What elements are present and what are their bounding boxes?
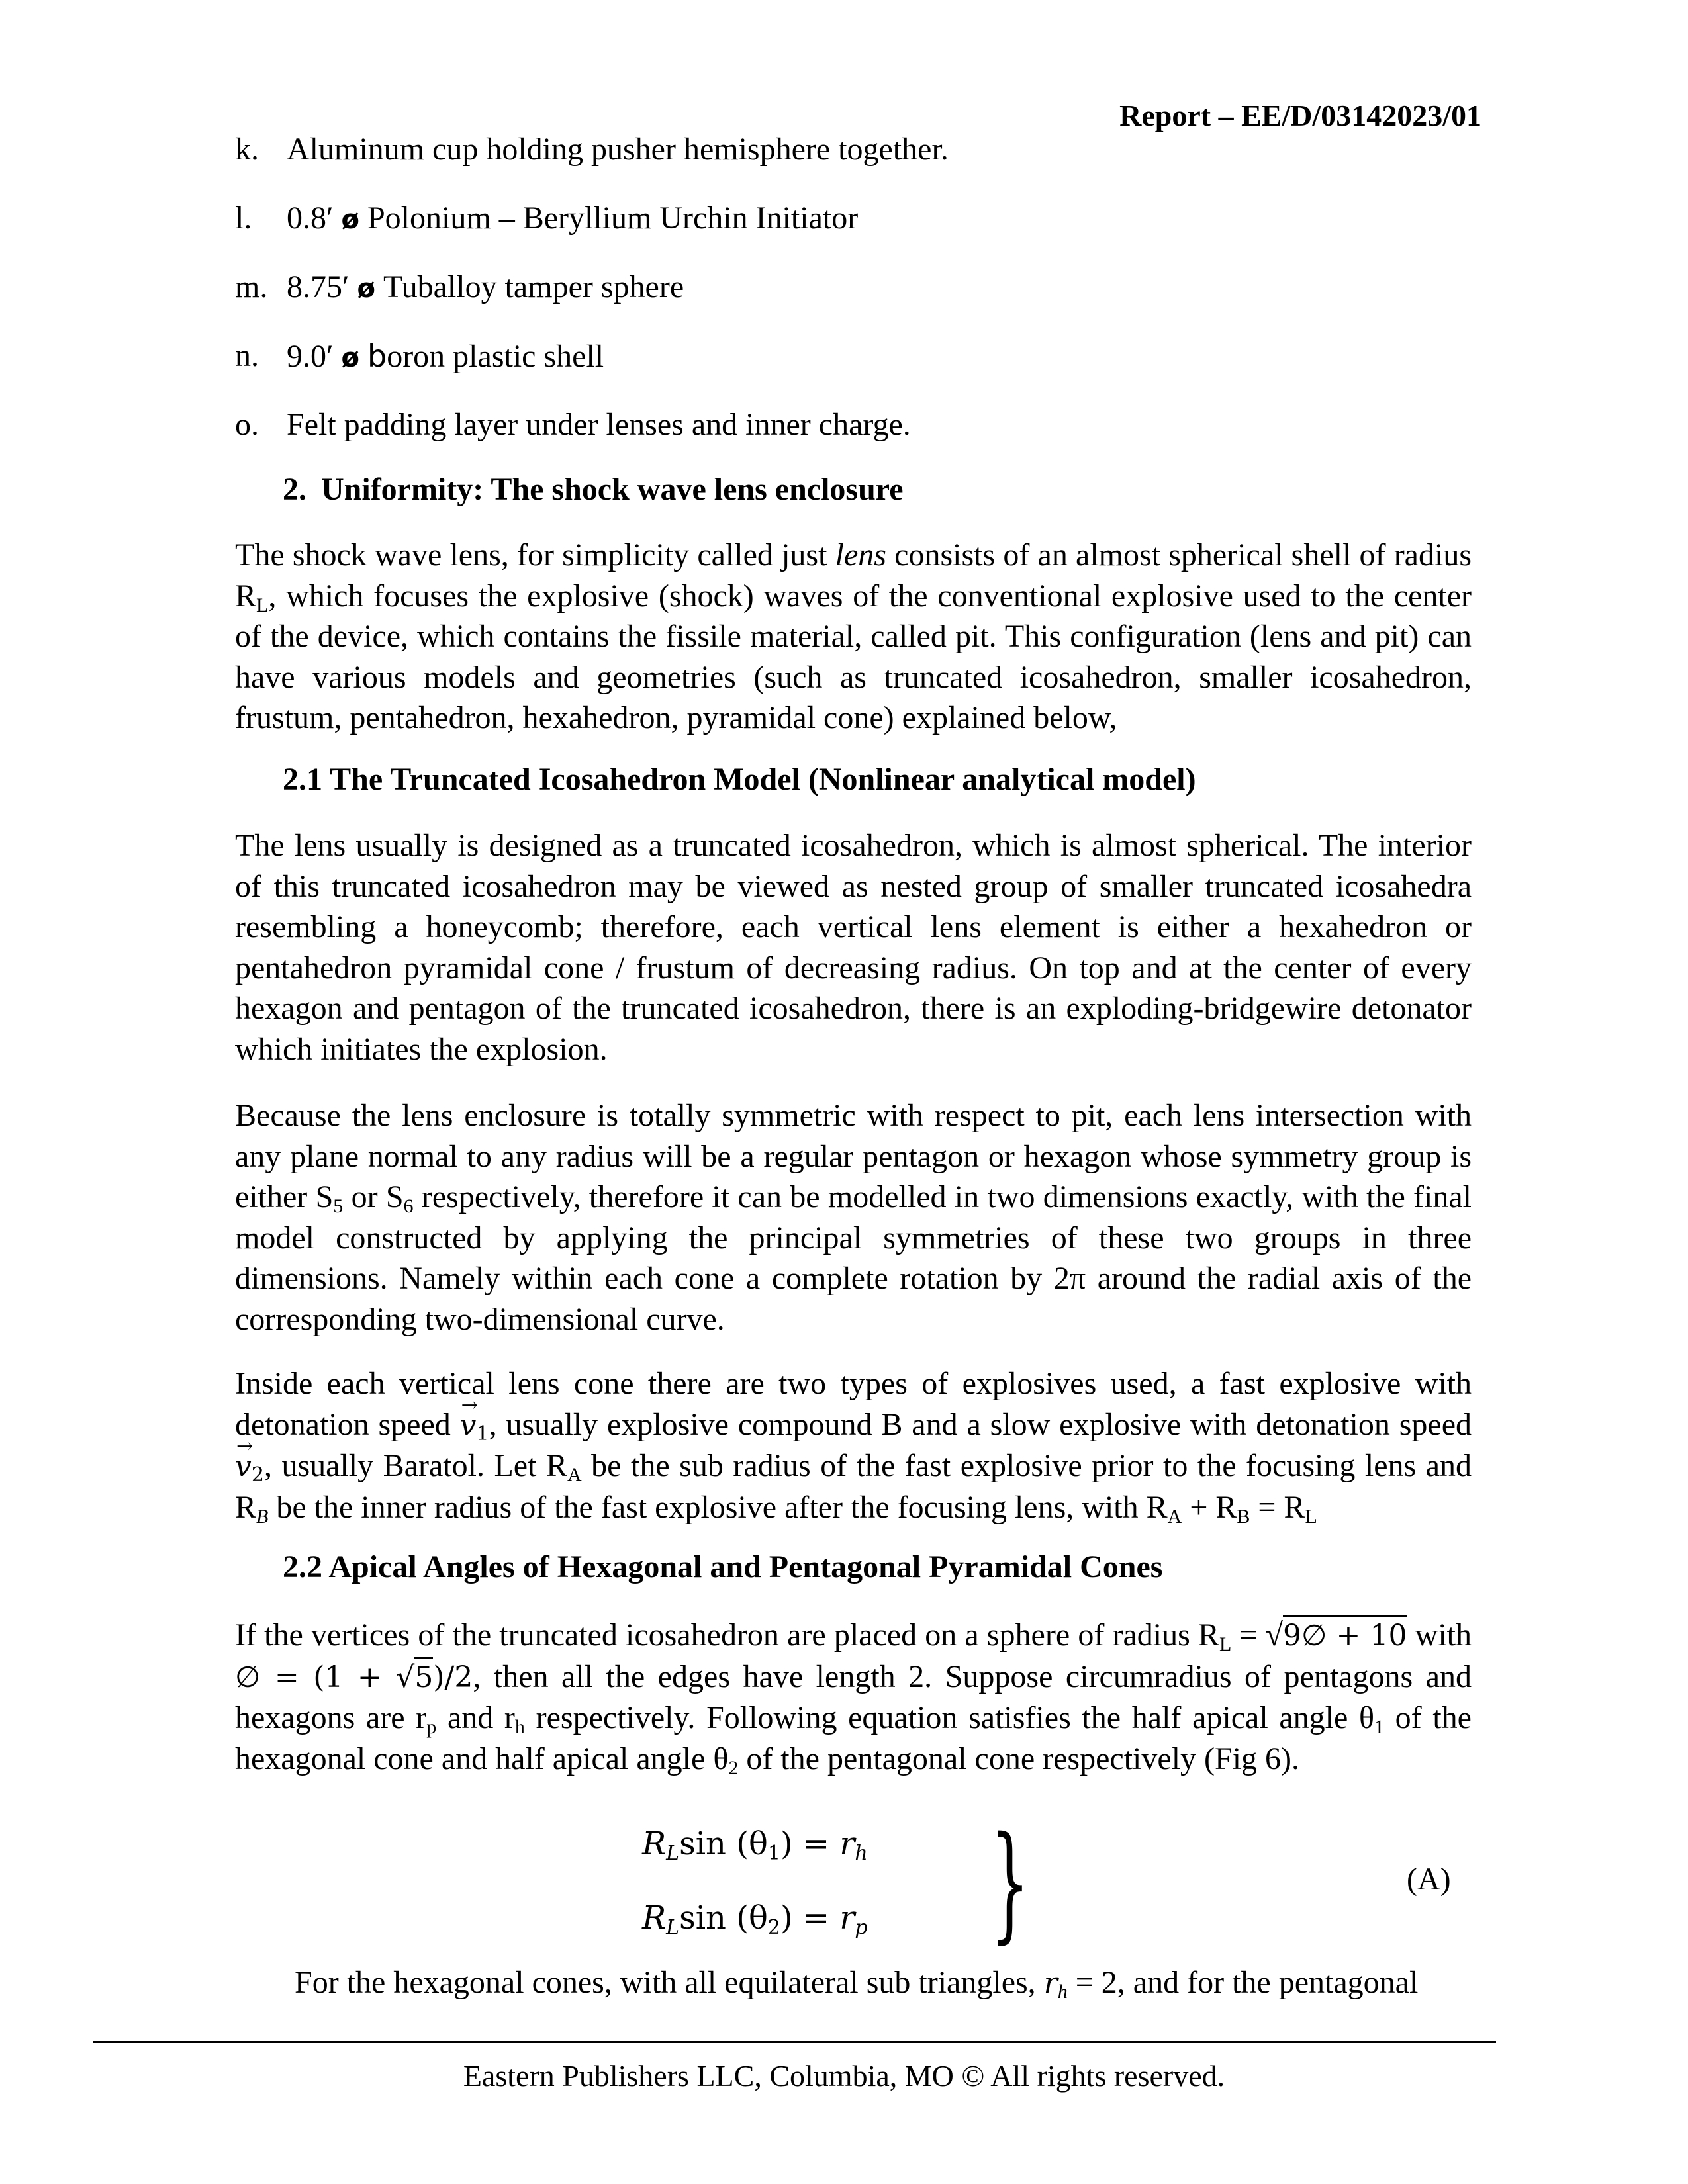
section-2-2 <box>235 1549 1472 1586</box>
list-item-text: 9.0′ ø boron plastic shell <box>287 338 604 374</box>
equation-block-a <box>642 1809 1470 1959</box>
report-reference: Report – EE/D/03142023/01 <box>1119 99 1481 132</box>
equation-2: $R_L\sin$ $(\theta_2) = r_p$ <box>642 1899 868 1939</box>
diameter-symbol: ø <box>341 343 359 373</box>
list-item-text: 8.75′ ø Tuballoy tamper sphere <box>287 269 684 304</box>
section-heading: 2.1 The Truncated Icosahedron Model (Nonlinear analytical model) <box>283 762 1196 797</box>
list-marker: m. <box>235 269 268 304</box>
section-2-1-body <box>235 825 1472 1069</box>
list-marker: n. <box>235 338 259 373</box>
list-item <box>235 132 1493 201</box>
sqrt-expression: 9∅ + 10 <box>1283 1615 1407 1653</box>
section-2 <box>235 471 1472 508</box>
section-heading: 2.2 Apical Angles of Hexagonal and Pentagonal Pyramidal Cones <box>283 1549 1163 1584</box>
list-item-text: Aluminum cup holding pusher hemisphere together. <box>287 132 949 167</box>
paragraph: Inside each vertical lens cone there are two types of explosives used, a fast explosive with detonation speed → $v_1$, usually explosive compound B and a slow explosive with detonation speed → $v_2$, usually Baratol. Let $R_A$ be the sub radius of the fast explosive prior to the focusing lens and $R_B$ be the inner radius of the fast explosive after the focusing lens, with $R_A + R_B = R_L$ <box>235 1363 1472 1527</box>
list-item <box>235 339 1493 408</box>
list-item-text: 0.8′ ø Polonium – Beryllium Urchin Initiator <box>287 201 859 236</box>
section-2-1-body-3 <box>235 1363 1472 1527</box>
list-item-text: Felt padding layer under lenses and inner charge. <box>287 407 911 442</box>
list-marker: l. <box>235 201 252 236</box>
equation-label: (A) <box>1407 1862 1451 1897</box>
section-2-2-body <box>235 1615 1472 1779</box>
paragraph: If the vertices of the truncated icosahedron are placed on a sphere of radius $R_L$ = √9∅ + 10 with ∅ = (1 + √5)/2, then all the edges have length 2. Suppose circumradius of pentagons and hexagons are $r_p$ and $r_h$ respectively. Following equation satisfies the half apical angle $\theta_1$ of the hexagonal cone and half apical angle $\theta_2$ of the pentagonal cone respectively (Fig 6). <box>235 1615 1472 1779</box>
list-marker: k. <box>235 132 259 167</box>
section-2-body <box>235 535 1472 739</box>
section-2-1-body-2 <box>235 1095 1472 1340</box>
list-item <box>235 201 1493 270</box>
paragraph: The shock wave lens, for simplicity called just lens consists of an almost spherical shell of radius $R_L$, which focuses the explosive (shock) waves of the conventional explosive used to the center of the device, which contains the fissile material, called pit. This configuration (lens and pit) can have various models and geometries (such as truncated icosahedron, smaller icosahedron, frustum, pentahedron, hexahedron, pyramidal cone) explained below, <box>235 537 1472 735</box>
list-item <box>235 408 1493 477</box>
list-marker: o. <box>235 407 259 442</box>
section-2-1 <box>235 761 1472 798</box>
right-brace: } <box>990 1809 1030 1956</box>
footer-divider <box>93 2041 1496 2043</box>
paragraph: For the hexagonal cones, with all equilateral sub triangles, $r_h = 2$, and for the pentagonal <box>295 1965 1419 2003</box>
paragraph: Because the lens enclosure is totally symmetric with respect to pit, each lens intersection with any plane normal to any radius will be a regular pentagon or hexagon whose symmetry group is either $S_5$ or $S_6$ respectively, therefore it can be modelled in two dimensions exactly, with the final model constructed by applying the principal symmetries of these two groups in three dimensions. Namely within each cone a complete rotation by 2π around the radial axis of the corresponding two-dimensional curve. <box>235 1098 1472 1337</box>
diameter-symbol: ø <box>357 273 375 304</box>
vector-v2: → v <box>235 1446 252 1487</box>
list-item <box>235 270 1493 339</box>
section-heading: 2. Uniformity: The shock wave lens enclosure <box>283 472 904 507</box>
paragraph: The lens usually is designed as a truncated icosahedron, which is almost spherical. The interior of this truncated icosahedron may be viewed as nested group of smaller truncated icosahedra resembling a honeycomb; therefore, each vertical lens element is either a hexahedron or pentahedron pyramidal cone / frustum of decreasing radius. On top and at the center of every hexagon and pentagon of the truncated icosahedron, there is an exploding-bridgewire detonator which initiates the explosion. <box>235 828 1472 1067</box>
equation-1: $R_L\sin$ $(\theta_1) = r_h$ <box>642 1825 868 1865</box>
component-list <box>235 132 1493 477</box>
footer-text: Eastern Publishers LLC, Columbia, MO © All rights reserved. <box>463 2059 1225 2093</box>
vector-v1: → v <box>460 1405 477 1446</box>
diameter-symbol: ø <box>341 205 359 235</box>
